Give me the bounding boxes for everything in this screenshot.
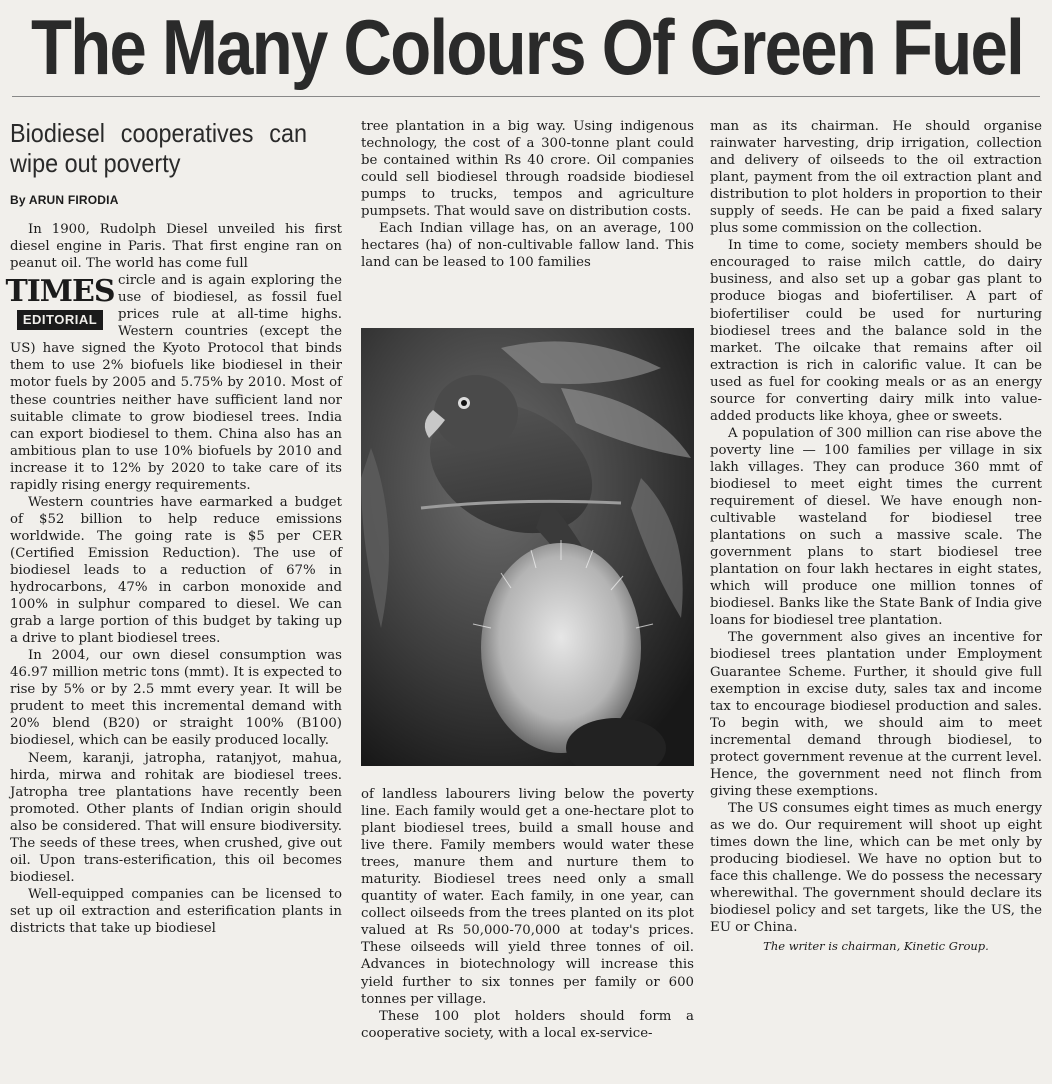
paragraph: Each Indian village has, on an average, 100 hectares (ha) of non-cultivable fallow land. This land can be leased to 100 families xyxy=(361,221,694,271)
paragraph: The US consumes eight times as much energy as we do. Our requirement will shoot up eight times down the line, which can be met only by producing biodiesel. We have no option but to face this challenge. We do possess the necessary wherewithal. The government should declare its biodiesel policy and set targets, like the US, the EU or China. xyxy=(710,800,1042,936)
logo-times-text: TIMES xyxy=(5,274,115,310)
column-1 xyxy=(5,118,342,937)
headline: The Many Colours Of Green Fuel xyxy=(30,2,1024,91)
paragraph: Well-equipped companies can be licensed to set up oil extraction and esterification plants in districts that take up biodiesel xyxy=(10,886,342,936)
parrot-photo xyxy=(361,328,694,766)
paragraph: Western countries have earmarked a budget of $52 billion to help reduce emissions worldwide. The going rate is $5 per CER (Certified Emission Reduction). The use of biodiesel leads to a reduction of 67% in hydrocarbons, 47% in carbon monoxide and 100% in sulphur compared to diesel. We can grab a large portion of this budget by taking up a drive to plant biodiesel trees. xyxy=(10,494,342,647)
paragraph: In time to come, society members should be encouraged to raise milch cattle, do dairy business, and also set up a gobar gas plant to produce biogas and biofertiliser. A part of biofertiliser could be used for nurturing biodiesel trees and the balance sold in the market. The oilcake that remains after oil extraction is rich in calorific value. It can be used as fuel for cooking meals or as an energy source for converting dairy milk into value-added products like khoya, ghee or sweets. xyxy=(710,238,1042,424)
paragraph: These 100 plot holders should form a cooperative society, with a local ex-service- xyxy=(361,1008,694,1041)
headline-divider xyxy=(12,96,1040,97)
column-3 xyxy=(710,118,1042,955)
paragraph: The government also gives an incentive for biodiesel trees plantation under Employment Guarantee Scheme. Further, it should give full exemption in excise duty, sales tax and income tax to encourage biodiesel production and sales. To begin with, we should aim to meet incremental demand through biodiesel, to protect government revenue at the current level. Hence, the government need not flinch from giving these exemptions. xyxy=(710,630,1042,799)
paragraph: In 2004, our own diesel consumption was 46.97 million metric tons (mmt). It is expected to rise by 5% or by 2.5 mmt every year. It will be prudent to meet this incremental demand with 20% blend (B20) or straight 100% (B100) biodiesel, which can be easily produced locally. xyxy=(10,648,342,749)
paragraph: Neem, karanji, jatropha, ratanjyot, mahua, hirda, mirwa and rohitak are biodiesel trees. Jatropha tree plantations have recently been promoted. Other plants of Indian origin should also be considered. That will ensure biodiversity. The seeds of these trees, when crushed, give out oil. Upon trans-esterification, this oil becomes biodiesel. xyxy=(10,750,342,885)
subheadline: Biodiesel cooperatives can wipe out poverty xyxy=(10,118,307,178)
paragraph: A population of 300 million can rise above the poverty line — 100 families per village in six lakh villages. They can produce 360 mmt of biodiesel to meet eight times the current requirement of diesel. We have enough non-cultivable wasteland for biodiesel tree plantations on such a massive scale. The government plans to start biodiesel tree plantation on four lakh hectares in eight states, which will produce one million tonnes of biodiesel. Banks like the State Bank of India give loans for biodiesel tree plantation. xyxy=(710,425,1042,629)
column-2-bottom xyxy=(361,786,694,1042)
paragraph: tree plantation in a big way. Using indigenous technology, the cost of a 300-tonne plant could be contained within Rs 40 crore. Oil companies could sell biodiesel through roadside biodiesel pumps to trucks, tempos and agriculture pumpsets. That would save on distribution costs. xyxy=(361,119,694,220)
paragraph: circle and is again exploring the use of biodiesel, as fossil fuel prices rule at all-time highs. Western countries (except the US) have signed the Kyoto Protocol that binds them to use 2% biofuels like biodiesel in their motor fuels by 2005 and 5.75% by 2010. Most of these countries neither have sufficient land nor suitable climate to grow biodiesel trees. India can export biodiesel to them. China also has an ambitious plan to use 10% biofuels by 2010 and increase it to 12% by 2020 to take care of its rapidly rising energy requirements. xyxy=(10,273,342,493)
author-credit: The writer is chairman, Kinetic Group. xyxy=(763,939,989,954)
column-2-top xyxy=(361,118,694,271)
logo-editorial-badge: EDITORIAL xyxy=(17,310,103,330)
byline: By ARUN FIRODIA xyxy=(10,193,119,207)
parrot-on-banksia-image xyxy=(361,328,694,766)
times-editorial-logo xyxy=(5,274,115,338)
paragraph: of landless labourers living below the poverty line. Each family would get a one-hectare plot to plant biodiesel trees, build a small house and live there. Family members would water these trees, manure them and nurture them to maturity. Biodiesel trees need only a small quantity of water. Each family, in one year, can collect oilseeds from the trees planted on its plot valued at Rs 50,000-70,000 at today's prices. These oilseeds will yield three tonnes of oil. Advances in biotechnology will increase this yield further to six tonnes per family or 600 tonnes per village. xyxy=(361,787,694,1007)
paragraph: In 1900, Rudolph Diesel unveiled his first diesel engine in Paris. That first engine ran on peanut oil. The world has come full xyxy=(10,222,342,272)
paragraph: man as its chairman. He should organise rainwater harvesting, drip irrigation, collection and delivery of oilseeds to the oil extraction plant, payment from the oil extraction plant and distribution to plot holders in proportion to their supply of seeds. He can be paid a fixed salary plus some commission on the collection. xyxy=(710,119,1042,237)
